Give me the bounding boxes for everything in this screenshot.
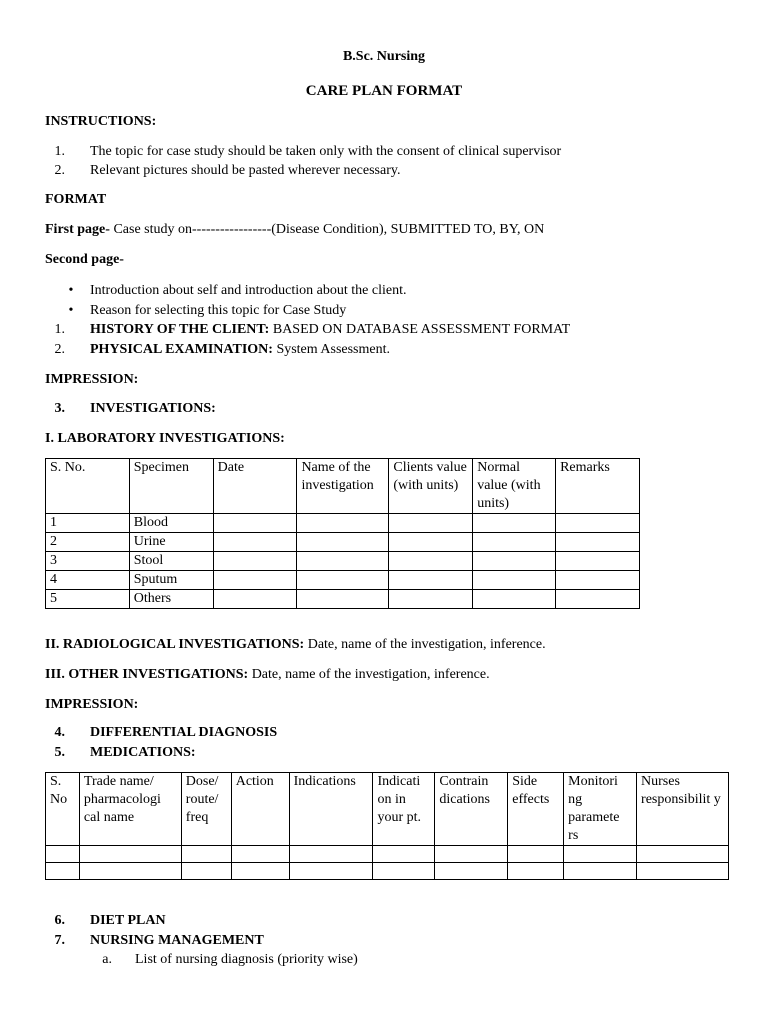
- empty-cell: [389, 552, 473, 571]
- med-header-cell: S. No: [46, 773, 80, 846]
- bullet-text: Reason for selecting this topic for Case Study: [90, 303, 347, 318]
- investigations-label: INVESTIGATIONS:: [90, 401, 216, 416]
- bullet-icon: •: [68, 283, 74, 298]
- medications-table: [45, 772, 729, 880]
- list-number: 1.: [54, 144, 65, 159]
- empty-cell: [213, 571, 297, 590]
- page-title: CARE PLAN FORMAT: [305, 83, 463, 99]
- empty-cell: [389, 571, 473, 590]
- lab-table: [45, 458, 640, 609]
- other-investigations-label: III. OTHER INVESTIGATIONS:: [45, 667, 249, 682]
- med-header-cell: Indicati on in your pt.: [373, 773, 435, 846]
- med-header-cell: Side effects: [508, 773, 564, 846]
- sno-cell: 4: [46, 571, 130, 590]
- sno-cell: 5: [46, 590, 130, 609]
- physical-exam-label: PHYSICAL EXAMINATION:: [90, 342, 273, 357]
- medications-header-row: [46, 773, 729, 846]
- empty-cell: [389, 514, 473, 533]
- empty-cell: [556, 533, 640, 552]
- table-row: [46, 846, 729, 863]
- physical-exam-line: [90, 341, 390, 359]
- list-number: 2.: [54, 163, 65, 178]
- empty-cell: [79, 846, 181, 863]
- lab-header-row: [46, 459, 640, 514]
- physical-exam-text: System Assessment.: [272, 342, 391, 357]
- history-line: [90, 321, 570, 339]
- other-investigations-text: Date, name of the investigation, inference.: [248, 667, 490, 682]
- specimen-cell: Blood: [129, 514, 213, 533]
- empty-cell: [213, 533, 297, 552]
- radiological-label: II. RADIOLOGICAL INVESTIGATIONS:: [45, 637, 305, 652]
- table-row: [46, 533, 640, 552]
- instruction-text: The topic for case study should be taken only with the consent of clinical supervisor: [90, 144, 562, 159]
- first-page-label: First page-: [45, 222, 110, 237]
- radiological-line: [45, 636, 546, 654]
- empty-cell: [637, 846, 729, 863]
- table-row: [46, 571, 640, 590]
- empty-cell: [289, 863, 373, 880]
- impression-heading-2: IMPRESSION:: [45, 697, 139, 712]
- empty-cell: [289, 846, 373, 863]
- course-title: B.Sc. Nursing: [342, 49, 426, 64]
- table-row: [46, 514, 640, 533]
- lab-header-cell: Name of the investigation: [297, 459, 389, 514]
- history-text: BASED ON DATABASE ASSESSMENT FORMAT: [269, 322, 571, 337]
- empty-cell: [556, 552, 640, 571]
- empty-cell: [181, 846, 231, 863]
- med-header-cell: Trade name/ pharmacologi cal name: [79, 773, 181, 846]
- radiological-text: Date, name of the investigation, inference.: [304, 637, 546, 652]
- empty-cell: [213, 590, 297, 609]
- empty-cell: [181, 863, 231, 880]
- list-number: 1.: [54, 322, 65, 337]
- empty-cell: [473, 533, 556, 552]
- format-heading: FORMAT: [45, 192, 107, 207]
- differential-label: DIFFERENTIAL DIAGNOSIS: [90, 725, 278, 740]
- lab-header-cell: Date: [213, 459, 297, 514]
- specimen-cell: Stool: [129, 552, 213, 571]
- med-header-cell: Indications: [289, 773, 373, 846]
- list-number: 2.: [54, 342, 65, 357]
- empty-cell: [435, 863, 508, 880]
- med-header-cell: Monitori ng paramete rs: [564, 773, 637, 846]
- nursing-diagnosis-text: List of nursing diagnosis (priority wise): [135, 952, 358, 967]
- table-row: [46, 863, 729, 880]
- empty-cell: [389, 590, 473, 609]
- empty-cell: [435, 846, 508, 863]
- lab-heading: I. LABORATORY INVESTIGATIONS:: [45, 431, 285, 446]
- lab-header-cell: Specimen: [129, 459, 213, 514]
- empty-cell: [297, 552, 389, 571]
- table-row: [46, 552, 640, 571]
- nursing-management-label: NURSING MANAGEMENT: [90, 933, 264, 948]
- lab-header-cell: Normal value (with units): [473, 459, 556, 514]
- empty-cell: [564, 863, 637, 880]
- empty-cell: [46, 846, 80, 863]
- list-letter: a.: [102, 952, 112, 967]
- history-label: HISTORY OF THE CLIENT:: [90, 322, 270, 337]
- first-page-text: Case study on-----------------(Disease Condition), SUBMITTED TO, BY, ON: [109, 222, 545, 237]
- other-investigations-line: [45, 666, 490, 684]
- empty-cell: [297, 533, 389, 552]
- empty-cell: [473, 514, 556, 533]
- instructions-heading: INSTRUCTIONS:: [45, 114, 157, 129]
- specimen-cell: Sputum: [129, 571, 213, 590]
- empty-cell: [213, 552, 297, 571]
- empty-cell: [564, 846, 637, 863]
- instruction-text: Relevant pictures should be pasted wherever necessary.: [90, 163, 401, 178]
- medications-label: MEDICATIONS:: [90, 745, 196, 760]
- table-row: [46, 590, 640, 609]
- empty-cell: [79, 863, 181, 880]
- empty-cell: [213, 514, 297, 533]
- diet-plan-label: DIET PLAN: [90, 913, 166, 928]
- med-header-cell: Action: [231, 773, 289, 846]
- empty-cell: [373, 863, 435, 880]
- empty-cell: [637, 863, 729, 880]
- empty-cell: [473, 552, 556, 571]
- specimen-cell: Others: [129, 590, 213, 609]
- empty-cell: [373, 846, 435, 863]
- empty-cell: [297, 571, 389, 590]
- bullet-text: Introduction about self and introduction about the client.: [90, 283, 407, 298]
- list-number: 5.: [54, 745, 65, 760]
- med-header-cell: Contrain dications: [435, 773, 508, 846]
- bullet-icon: •: [68, 303, 74, 318]
- lab-header-cell: Clients value (with units): [389, 459, 473, 514]
- med-header-cell: Nurses responsibilit y: [637, 773, 729, 846]
- sno-cell: 2: [46, 533, 130, 552]
- empty-cell: [297, 514, 389, 533]
- sno-cell: 1: [46, 514, 130, 533]
- impression-heading-1: IMPRESSION:: [45, 372, 139, 387]
- sno-cell: 3: [46, 552, 130, 571]
- specimen-cell: Urine: [129, 533, 213, 552]
- lab-header-cell: Remarks: [556, 459, 640, 514]
- list-number: 4.: [54, 725, 65, 740]
- empty-cell: [556, 571, 640, 590]
- med-header-cell: Dose/ route/ freq: [181, 773, 231, 846]
- list-number: 3.: [54, 401, 65, 416]
- empty-cell: [508, 863, 564, 880]
- list-number: 6.: [54, 913, 65, 928]
- empty-cell: [556, 514, 640, 533]
- first-page-line: [45, 221, 544, 239]
- empty-cell: [297, 590, 389, 609]
- empty-cell: [473, 571, 556, 590]
- empty-cell: [389, 533, 473, 552]
- empty-cell: [473, 590, 556, 609]
- lab-header-cell: S. No.: [46, 459, 130, 514]
- list-number: 7.: [54, 933, 65, 948]
- empty-cell: [231, 846, 289, 863]
- empty-cell: [508, 846, 564, 863]
- empty-cell: [231, 863, 289, 880]
- empty-cell: [556, 590, 640, 609]
- second-page-label: Second page-: [45, 252, 124, 267]
- empty-cell: [46, 863, 80, 880]
